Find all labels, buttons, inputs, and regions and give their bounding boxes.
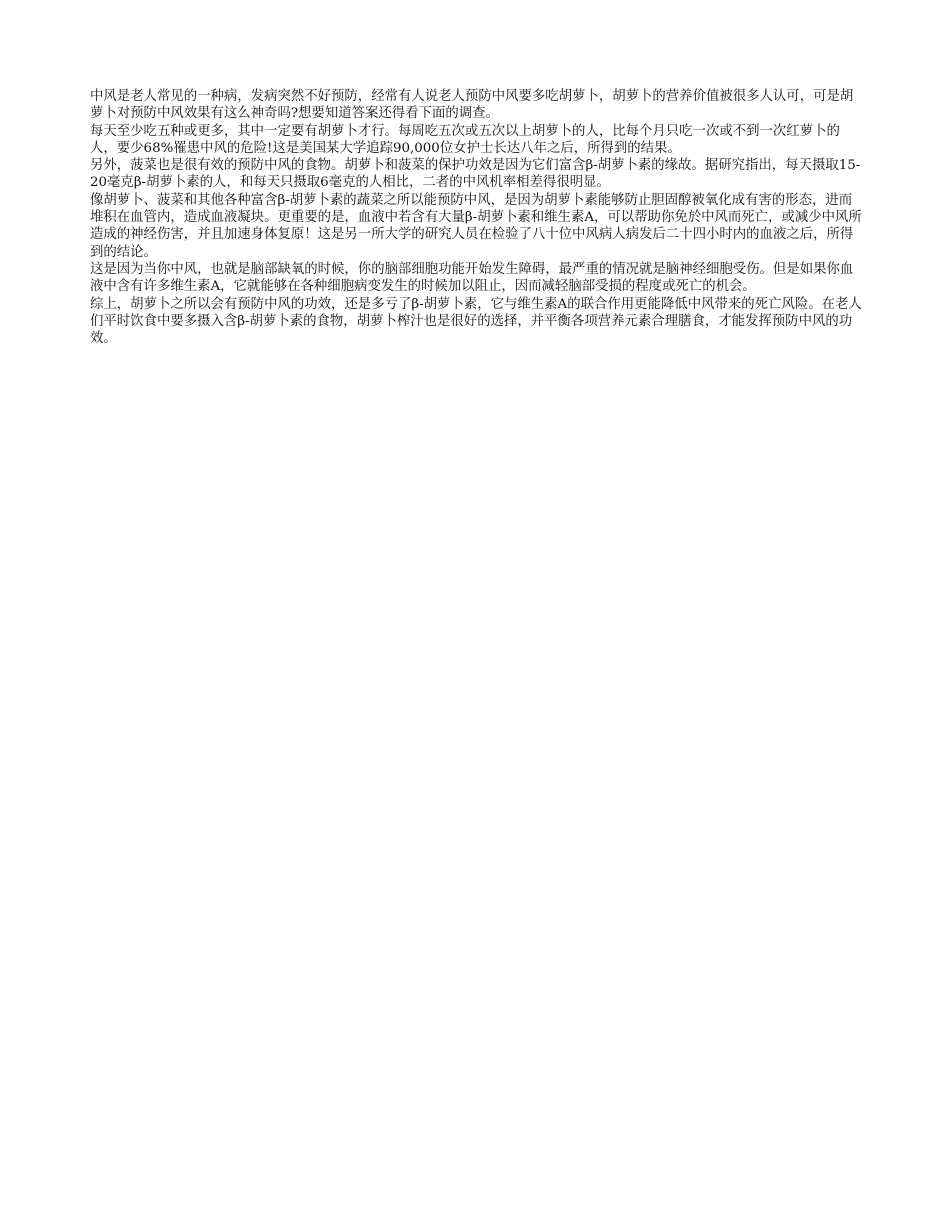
paragraph-mechanism: 像胡萝卜、菠菜和其他各种富含β-胡萝卜素的蔬菜之所以能预防中风，是因为胡萝卜素能够防止胆固醇被氧化成有害的形态，进而堆积在血管内，造成血液凝块。更重要的是，血液中若含有大量β-胡萝卜素和维生素A，可以帮助你免於中风而死亡，或减少中风所造成的神经伤害，并且加速身体复原！这是另一所大学的研究人员在检验了八十位中风病人病发后二十四小时内的血液之后，所得到的结论。 — [90, 192, 862, 260]
paragraph-spinach: 另外，菠菜也是很有效的预防中风的食物。胡萝卜和菠菜的保护功效是因为它们富含β-胡萝卜素的缘故。据研究指出，每天摄取15-20毫克β-胡萝卜素的人，和每天只摄取6毫克的人相比，二者的中风机率相差得很明显。 — [90, 158, 861, 191]
paragraph-intro: 中风是老人常见的一种病，发病突然不好预防，经常有人说老人预防中风要多吃胡萝卜，胡萝卜的营养价值被很多人认可，可是胡萝卜对预防中风效果有这么神奇吗?想要知道答案还得看下面的调查。 — [90, 89, 854, 122]
paragraph-daily-intake: 每天至少吃五种或更多，其中一定要有胡萝卜才行。每周吃五次或五次以上胡萝卜的人，比每个月只吃一次或不到一次红萝卜的人，要少68%罹患中风的危险!这是美国某大学追踪90,000位女护士长达八年之后，所得到的结果。 — [90, 123, 840, 156]
paragraph-conclusion: 综上，胡萝卜之所以会有预防中风的功效，还是多亏了β-胡萝卜素，它与维生素A的联合作用更能降低中风带来的死亡风险。在老人们平时饮食中要多摄入含β-胡萝卜素的食物，胡萝卜榨汁也是很好的选择，并平衡各项营养元素合理膳食，才能发挥预防中风的功效。 — [90, 296, 862, 347]
document-body — [90, 88, 865, 347]
paragraph-brain-damage: 这是因为当你中风，也就是脑部缺氧的时候，你的脑部细胞功能开始发生障碍，最严重的情况就是脑神经细胞受伤。但是如果你血液中含有许多维生素A，它就能够在各种细胞病变发生的时候加以阻止，因而减轻脑部受损的程度或死亡的机会。 — [90, 261, 854, 295]
